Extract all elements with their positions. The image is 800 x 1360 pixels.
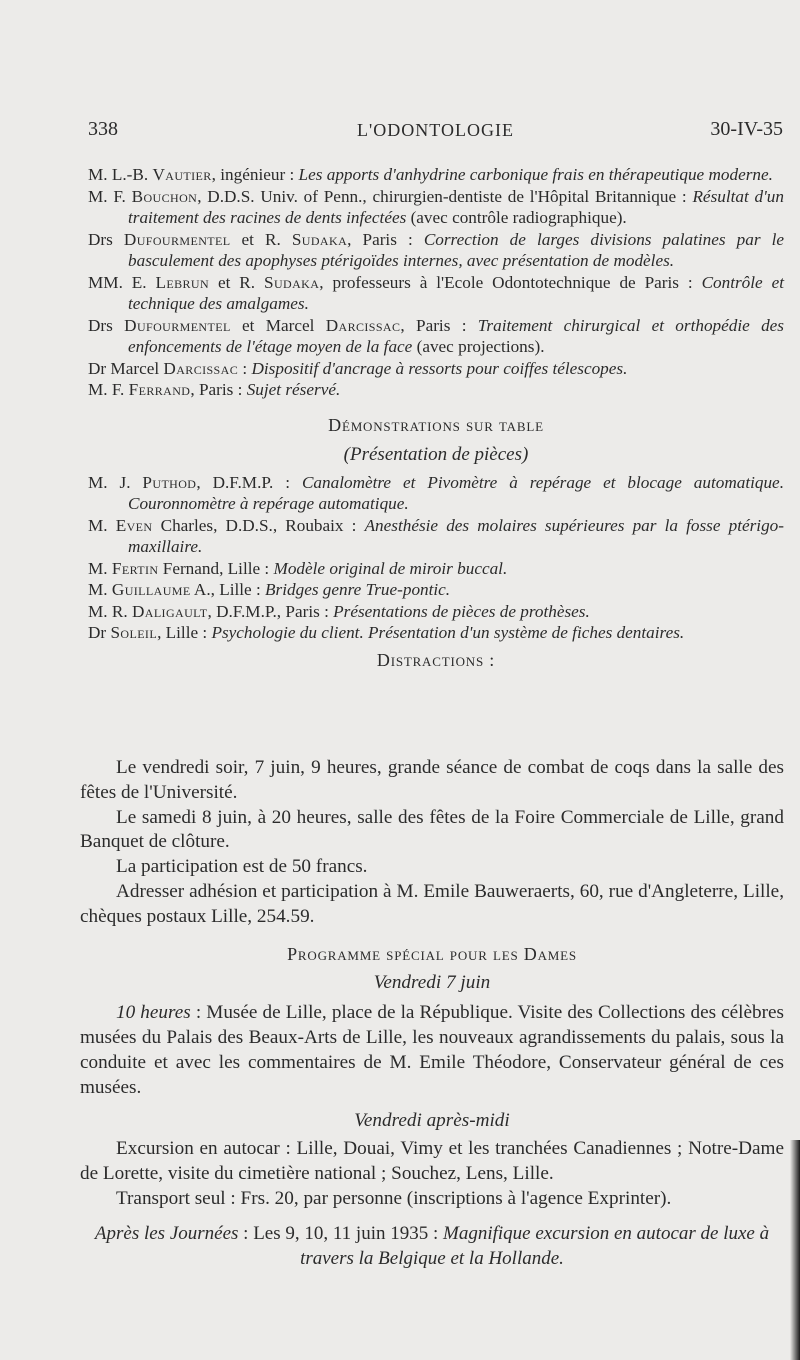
communication-entry: Drs Dufourmentel et R. Sudaka, Paris : Correction de larges divisions palatines par le basculement des apophyses ptérigoïdes internes, avec présentation de modèles.	[88, 229, 785, 270]
demonstrations-subheading: (Présentation de pièces)	[343, 443, 529, 465]
demonstration-entry: M. J. Puthod, D.F.M.P. : Canalomètre et Pivomètre à repérage et blocage automatique. Couronnomètre à repérage automatique.	[88, 472, 784, 513]
communication-entry: M. L.-B. Vautier, ingénieur : Les apports d'anhydrine carbonique frais en thérapeutique moderne.	[88, 165, 773, 184]
communication-entry: M. F. Bouchon, D.D.S. Univ. of Penn., chirurgien-dentiste de l'Hôpital Britannique : Résultat d'un traitement des racines de dents infectées (avec contrôle radiographique).	[88, 186, 784, 227]
paragraph: Le vendredi soir, 7 juin, 9 heures, grande séance de combat de coqs dans la salle des fêtes de l'Université.	[80, 757, 784, 803]
communications-list	[88, 164, 784, 671]
paragraph: La participation est de 50 francs.	[116, 856, 368, 878]
demonstrations-heading: Démonstrations sur table	[328, 414, 544, 435]
paragraph: Adresser adhésion et participation à M. Emile Bauweraerts, 60, rue d'Angleterre, Lille, chèques postaux Lille, 254.59.	[80, 880, 784, 927]
paragraph: 10 heures : Musée de Lille, place de la République. Visite des Collections des célèbres musées du Palais des Beaux-Arts de Lille, les nouveaux agrandissements du palais, sous la conduite et avec les commentaires de M. Emile Théodore, Conservateur général de ces musées.	[80, 1002, 784, 1098]
distractions-heading: Distractions :	[376, 649, 496, 670]
communication-entry: MM. E. Lebrun et R. Sudaka, professeurs à l'Ecole Odontotechnique de Paris : Contrôle et technique des amalgames.	[88, 272, 784, 313]
communication-entry: M. F. Ferrand, Paris : Sujet réservé.	[88, 380, 341, 399]
distractions-section	[80, 756, 784, 1271]
paragraph: Transport seul : Frs. 20, par personne (inscriptions à l'agence Exprinter).	[116, 1187, 672, 1209]
paragraph: Le samedi 8 juin, à 20 heures, salle des fêtes de la Foire Commerciale de Lille, grand Banquet de clôture.	[80, 806, 784, 853]
issue-date: 30-IV-35	[710, 118, 783, 140]
demonstration-entry: M. Fertin Fernand, Lille : Modèle original de miroir buccal.	[88, 558, 508, 578]
paragraph: Excursion en autocar : Lille, Douai, Vimy et les tranchées Canadiennes ; Notre-Dame de Lorette, visite du cimetière national ; Souchez, Lens, Lille.	[80, 1138, 784, 1185]
page-number: 338	[88, 118, 118, 140]
dames-heading: Programme spécial pour les Dames	[287, 943, 577, 964]
journal-title: L'ODONTOLOGIE	[357, 120, 514, 140]
communication-entry: Dr Marcel Darcissac : Dispositif d'ancrage à ressorts pour coiffes télescopes.	[88, 358, 628, 378]
day-heading: Vendredi 7 juin	[373, 971, 491, 993]
communication-entry: Drs Dufourmentel et Marcel Darcissac, Paris : Traitement chirurgical et orthopédie des enfoncements de l'étage moyen de la face (avec projections).	[88, 315, 784, 356]
demonstration-entry: M. Even Charles, D.D.S., Roubaix : Anesthésie des molaires supérieures par la fosse ptérigo-maxillaire.	[88, 515, 784, 556]
running-header	[88, 118, 783, 142]
closing-note: Après les Journées : Les 9, 10, 11 juin 1935 : Magnifique excursion en autocar de luxe à travers la Belgique et la Hollande.	[94, 1222, 770, 1269]
demonstration-entry: M. Guillaume A., Lille : Bridges genre True-pontic.	[88, 580, 451, 599]
demonstration-entry: Dr Soleil, Lille : Psychologie du client. Présentation d'un système de fiches dentaires.	[88, 623, 685, 642]
demonstration-entry: M. R. Daligault, D.F.M.P., Paris : Présentations de pièces de prothèses.	[88, 601, 590, 621]
day-heading: Vendredi après-midi	[354, 1109, 510, 1131]
